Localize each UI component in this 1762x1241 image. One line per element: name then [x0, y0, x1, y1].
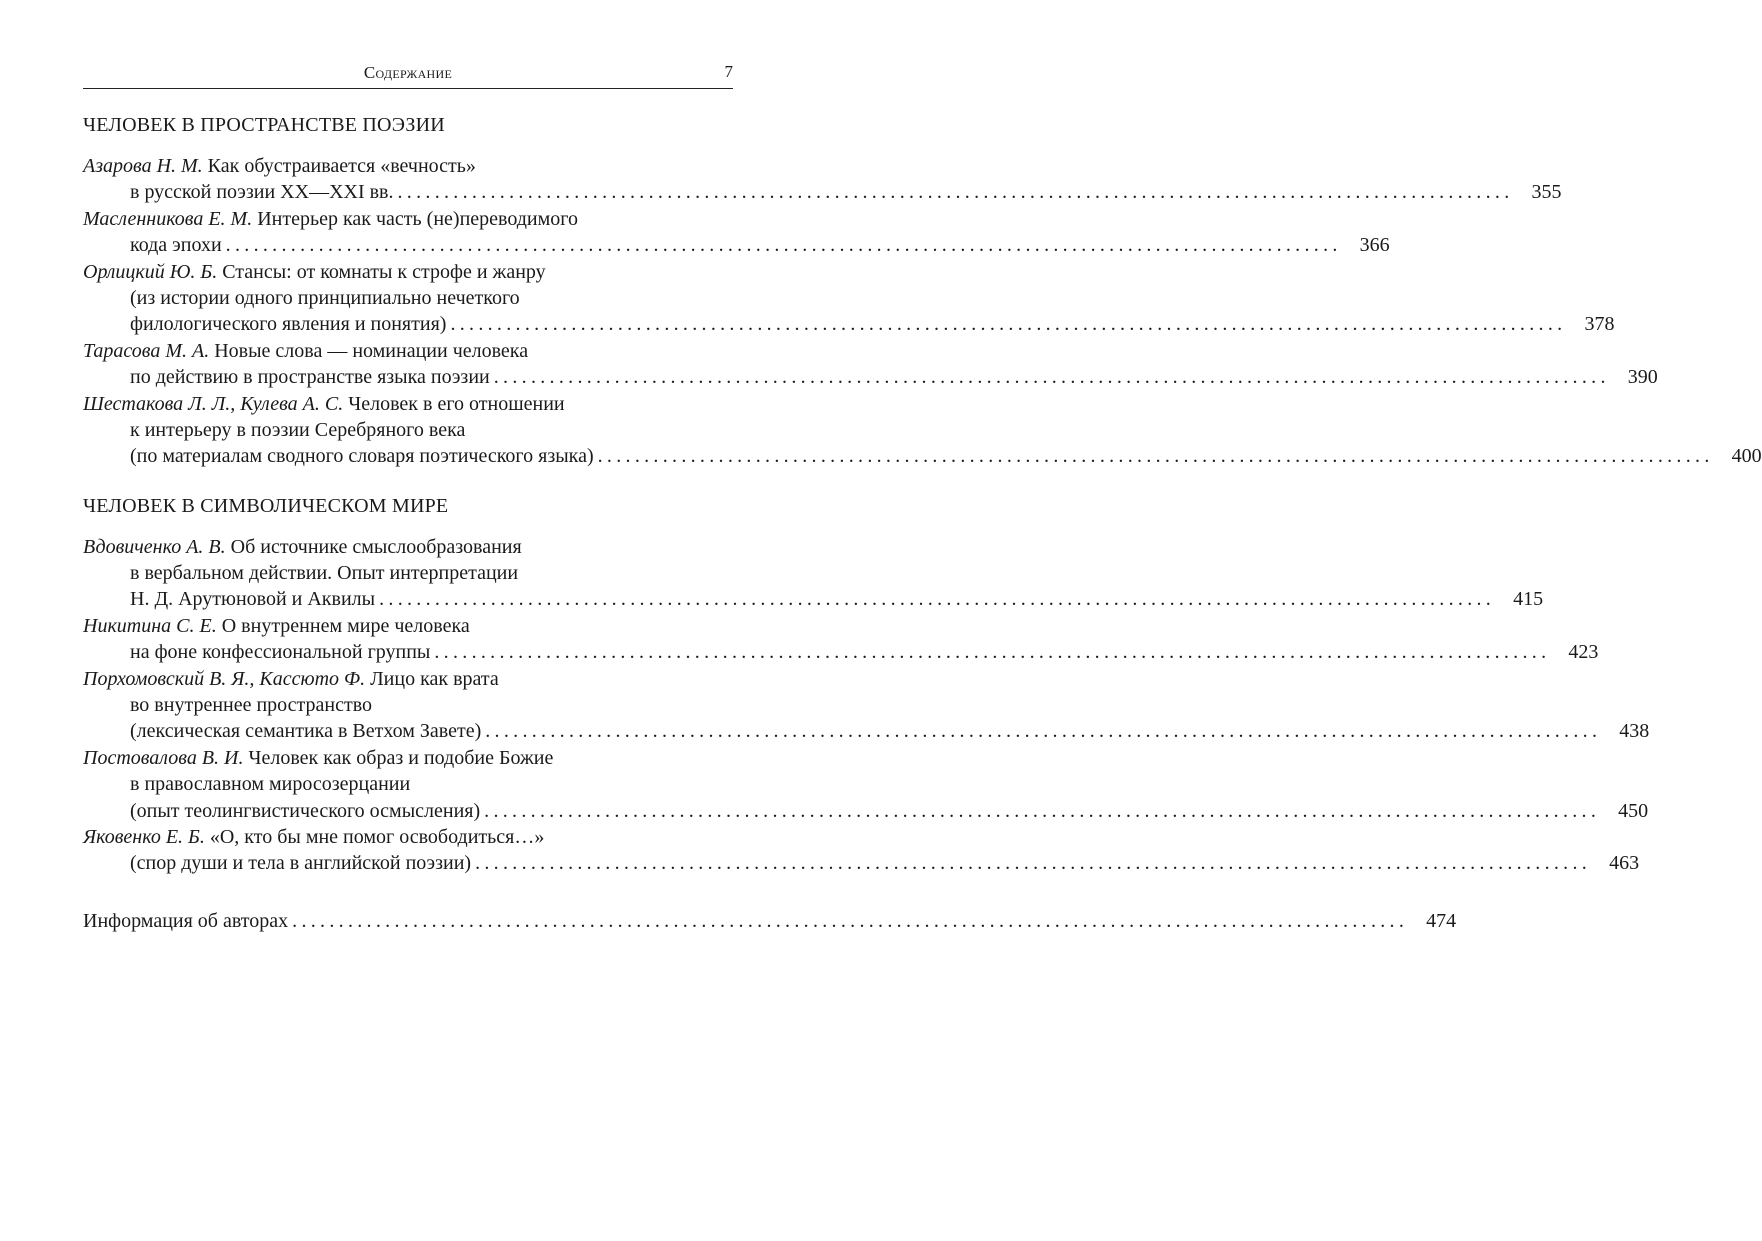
entry-title-start: Новые слова — номинации человека: [214, 339, 529, 362]
entry-continuation-line: (из истории одного принципиально нечеткого: [130, 286, 520, 309]
dot-leader: ........................................................................................................................: [485, 720, 1602, 743]
running-title: Содержание: [363, 63, 453, 82]
entry-author: Яковенко Е. Б.: [83, 825, 205, 848]
entry-author: Тарасова М. А.: [83, 339, 210, 362]
entry-title: Информация об авторах: [83, 909, 289, 932]
toc-entry[interactable]: [83, 206, 1390, 259]
entry-last-line: [83, 311, 1615, 337]
entry-author: Азарова Н. М.: [83, 155, 203, 177]
dot-leader: ........................................................................................................................: [397, 181, 1514, 204]
entry-page-number[interactable]: 438: [1619, 720, 1650, 743]
entry-line: [83, 908, 1457, 934]
toc-entry[interactable]: [83, 666, 1650, 745]
entry-title-start: Лицо как врата: [370, 667, 499, 690]
entry-page-number[interactable]: 378: [1584, 313, 1615, 336]
toc-entry[interactable]: [83, 259, 1615, 338]
entry-title-start: Стансы: от комнаты к строфе и жанру: [222, 260, 546, 283]
entry-page-number[interactable]: 400: [1731, 445, 1762, 468]
entry-first-line: [83, 534, 733, 560]
entry-page-number[interactable]: 415: [1513, 588, 1544, 611]
entry-list: [83, 534, 1650, 877]
entry-continuation-line: в вербальном действии. Опыт интерпретации: [130, 562, 519, 585]
toc-entry[interactable]: [83, 613, 1599, 666]
entry-continuation-line: во внутреннее пространство: [130, 694, 373, 717]
entry-title-start: Интерьер как часть (не)переводимого: [257, 207, 578, 230]
entry-continuation-line: в православном миросозерцании: [130, 773, 411, 796]
dot-leader: ........................................................................................................................: [475, 852, 1592, 875]
entry-title-start: Как обустраивается «вечность»: [207, 155, 476, 177]
toc-entry[interactable]: [83, 338, 1658, 391]
table-of-contents: [83, 110, 1762, 934]
toc-entry-authors-info[interactable]: [83, 908, 1457, 934]
toc-section: [83, 110, 1762, 470]
entry-last-line: [83, 443, 1762, 469]
entry-page-number[interactable]: 355: [1531, 181, 1562, 204]
entry-title-end: кода эпохи: [130, 234, 222, 257]
entry-author: Орлицкий Ю. Б.: [83, 260, 218, 283]
entry-page-number[interactable]: 366: [1359, 234, 1390, 257]
toc-section: [83, 491, 1650, 877]
entry-title-start: Об источнике смыслообразования: [230, 535, 522, 558]
entry-title-end: филологического явления и понятия): [130, 313, 447, 336]
entry-title-end: Н. Д. Арутюновой и Аквилы: [130, 588, 376, 611]
entry-first-line: [83, 259, 733, 285]
entry-author: Шестакова Л. Л., Кулева А. С.: [83, 392, 344, 415]
entry-last-line: [83, 179, 1562, 205]
entry-title-end: (лексическая семантика в Ветхом Завете): [130, 720, 482, 743]
entry-continuation-line: к интерьеру в поэзии Серебряного века: [130, 418, 466, 441]
entry-author: Порхомовский В. Я., Кассюто Ф.: [83, 667, 366, 690]
entry-author: Никитина С. Е.: [83, 614, 217, 637]
entry-last-line: [83, 718, 1650, 744]
entry-author: Вдовиченко А. В.: [83, 535, 226, 558]
toc-entry[interactable]: [83, 391, 1762, 470]
entry-title-end: в русской поэзии XX—XXI вв.: [130, 181, 394, 204]
entry-first-line: [83, 338, 733, 364]
toc-page: [83, 58, 1762, 934]
running-head: [83, 58, 733, 89]
entry-first-line: [83, 613, 733, 639]
toc-entry[interactable]: [83, 534, 1544, 613]
entry-title-start: «О, кто бы мне помог освободиться…»: [209, 825, 545, 848]
entry-title-end: (опыт теолингвистического осмысления): [130, 799, 481, 822]
entry-title-start: О внутреннем мире человека: [221, 614, 470, 637]
entry-title-end: (спор души и тела в английской поэзии): [130, 852, 472, 875]
dot-leader: ........................................................................................................................: [379, 588, 1496, 611]
entry-author: Масленникова Е. М.: [83, 207, 253, 230]
entry-first-line: [83, 153, 733, 179]
entry-page-number[interactable]: 423: [1568, 641, 1599, 664]
entry-title-end: (по материалам сводного словаря поэтического языка): [130, 445, 594, 468]
entry-author: Постовалова В. И.: [83, 746, 244, 769]
entry-title-start: Человек как образ и подобие Божие: [248, 746, 554, 769]
entry-last-line: [83, 232, 1390, 258]
toc-entry[interactable]: [83, 745, 1649, 824]
dot-leader: ........................................................................................................................: [493, 366, 1610, 389]
entry-page-number[interactable]: 390: [1627, 366, 1658, 389]
entry-title-start: Человек в его отношении: [348, 392, 565, 415]
entry-first-line: [83, 824, 733, 850]
toc-entry[interactable]: [83, 824, 1640, 877]
entry-first-line: [83, 391, 733, 417]
entry-first-line: [83, 666, 733, 692]
entry-last-line: [83, 798, 1649, 824]
dot-leader: ........................................................................................................................: [450, 313, 1567, 336]
section-title: ЧЕЛОВЕК В СИМВОЛИЧЕСКОМ МИРЕ: [83, 494, 449, 517]
entry-page-number[interactable]: 474: [1426, 909, 1457, 932]
entry-last-line: [83, 586, 1544, 612]
entry-first-line: [83, 206, 733, 232]
dot-leader: ........................................................................................................................: [292, 909, 1409, 932]
entry-last-line: [83, 364, 1658, 390]
section-title: ЧЕЛОВЕК В ПРОСТРАНСТВЕ ПОЭЗИИ: [83, 114, 445, 136]
dot-leader: ........................................................................................................................: [225, 234, 1342, 257]
entry-title-end: по действию в пространстве языка поэзии: [130, 366, 490, 389]
entry-last-line: [83, 850, 1640, 876]
dot-leader: ........................................................................................................................: [434, 641, 1551, 664]
dot-leader: ........................................................................................................................: [484, 799, 1601, 822]
entry-page-number[interactable]: 463: [1609, 852, 1640, 875]
entry-last-line: [83, 639, 1599, 665]
folio-page-number: 7: [724, 62, 733, 81]
entry-list: [83, 153, 1762, 470]
dot-leader: ........................................................................................................................: [597, 445, 1714, 468]
entry-title-end: на фоне конфессиональной группы: [130, 641, 431, 664]
entry-first-line: [83, 745, 733, 771]
toc-entry[interactable]: [83, 153, 1562, 206]
entry-page-number[interactable]: 450: [1618, 799, 1649, 822]
